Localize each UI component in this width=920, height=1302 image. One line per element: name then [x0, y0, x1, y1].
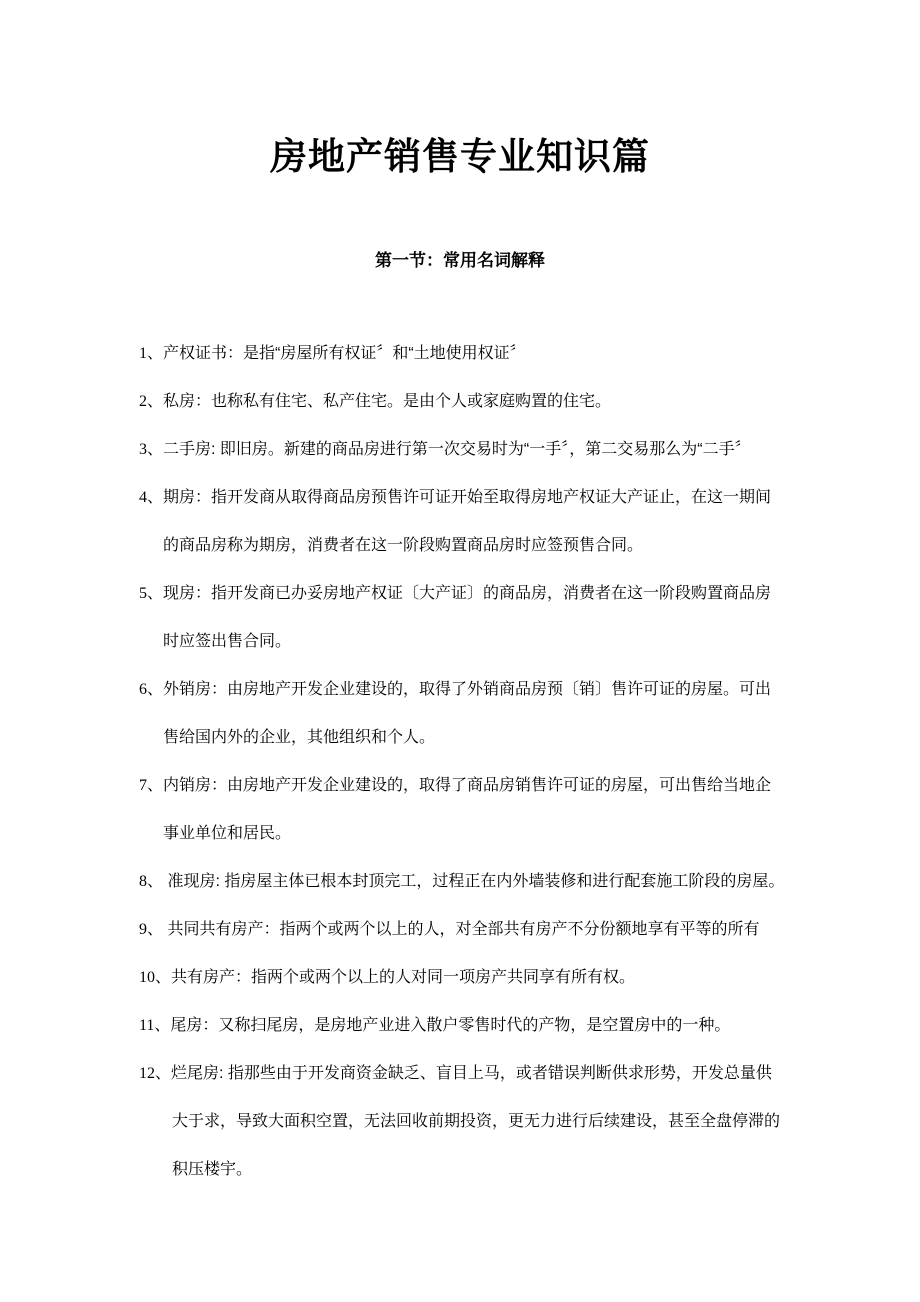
term-item — [139, 906, 799, 954]
term-text: 期房：指开发商从取得商品房预售许可证开始至取得房地产权证大产证止，在这一期间 — [163, 489, 772, 506]
term-item — [139, 330, 799, 378]
term-number: 6、 — [139, 681, 164, 698]
term-text: 私房：也称私有住宅、私产住宅。是由个人或家庭购置的住宅。 — [163, 393, 612, 410]
term-continuation-line — [139, 714, 799, 762]
term-text: 产权证书：是指“房屋所有权证〞和“土地使用权证〞 — [163, 345, 526, 362]
term-text: 内销房：由房地产开发企业建设的，取得了商品房销售许可证的房屋，可出售给当地企 — [163, 777, 772, 794]
term-item — [139, 426, 799, 474]
term-text: 现房：指开发商已办妥房地产权证〔大产证〕的商品房，消费者在这一阶段购置商品房 — [163, 585, 772, 602]
term-text: 二手房: 即旧房。新建的商品房进行第一次交易时为“一手〞，第二交易那么为“二手〞 — [163, 441, 751, 458]
term-number: 5、 — [139, 585, 164, 602]
term-item — [139, 954, 799, 1002]
term-line — [139, 906, 799, 954]
term-line — [139, 858, 799, 906]
term-item — [139, 1050, 799, 1194]
term-item — [139, 666, 799, 762]
term-number: 4、 — [139, 489, 164, 506]
term-text: 售给国内外的企业，其他组织和个人。 — [163, 729, 436, 746]
term-text: 共同共有房产：指两个或两个以上的人，对全部共有房产不分份额地享有平等的所有 — [163, 921, 760, 938]
term-line — [139, 570, 799, 618]
term-text: 烂尾房: 指那些由于开发商资金缺乏、盲目上马，或者错误判断供求形势，开发总量供 — [171, 1065, 772, 1082]
term-item — [139, 570, 799, 666]
term-line — [139, 1002, 799, 1050]
term-number: 1、 — [139, 345, 164, 362]
term-text: 事业单位和居民。 — [163, 825, 292, 842]
term-line — [139, 378, 799, 426]
term-number: 3、 — [139, 441, 164, 458]
term-item — [139, 378, 799, 426]
term-number: 2、 — [139, 393, 164, 410]
term-item — [139, 762, 799, 858]
term-text: 共有房产：指两个或两个以上的人对同一项房产共同享有所有权。 — [171, 969, 636, 986]
term-list — [139, 330, 799, 1194]
term-text: 积压楼宇。 — [172, 1161, 253, 1178]
term-item — [139, 1002, 799, 1050]
term-text: 尾房：又称扫尾房，是房地产业进入散户零售时代的产物，是空置房中的一种。 — [170, 1017, 731, 1034]
term-continuation-line — [139, 522, 799, 570]
term-text: 的商品房称为期房，消费者在这一阶段购置商品房时应签预售合同。 — [163, 537, 644, 554]
term-line — [139, 426, 799, 474]
term-line — [139, 666, 799, 714]
term-number: 10、 — [139, 969, 172, 986]
term-item — [139, 858, 799, 906]
term-continuation-line — [139, 810, 799, 858]
term-continuation-line — [139, 1146, 799, 1194]
term-number: 7、 — [139, 777, 164, 794]
term-text: 准现房: 指房屋主体已根本封顶完工，过程正在内外墙装修和进行配套施工阶段的房屋。 — [163, 873, 785, 890]
term-text: 大于求，导致大面积空置，无法回收前期投资，更无力进行后续建设，甚至全盘停滞的 — [172, 1113, 781, 1130]
term-line — [139, 762, 799, 810]
section-title: 第一节：常用名词解释 — [375, 251, 545, 270]
term-number: 9、 — [139, 921, 164, 938]
term-line — [139, 1050, 799, 1098]
term-number: 12、 — [139, 1065, 172, 1082]
term-item — [139, 474, 799, 570]
term-text: 外销房：由房地产开发企业建设的，取得了外销商品房预〔销〕售许可证的房屋。可出 — [163, 681, 772, 698]
term-line — [139, 330, 799, 378]
term-line — [139, 474, 799, 522]
term-continuation-line — [139, 618, 799, 666]
term-continuation-line — [139, 1098, 799, 1146]
document-title: 房地产销售专业知识篇 — [270, 136, 650, 177]
term-number: 8、 — [139, 873, 164, 890]
term-number: 11、 — [139, 1017, 171, 1034]
term-text: 时应签出售合同。 — [163, 633, 292, 650]
term-line — [139, 954, 799, 1002]
